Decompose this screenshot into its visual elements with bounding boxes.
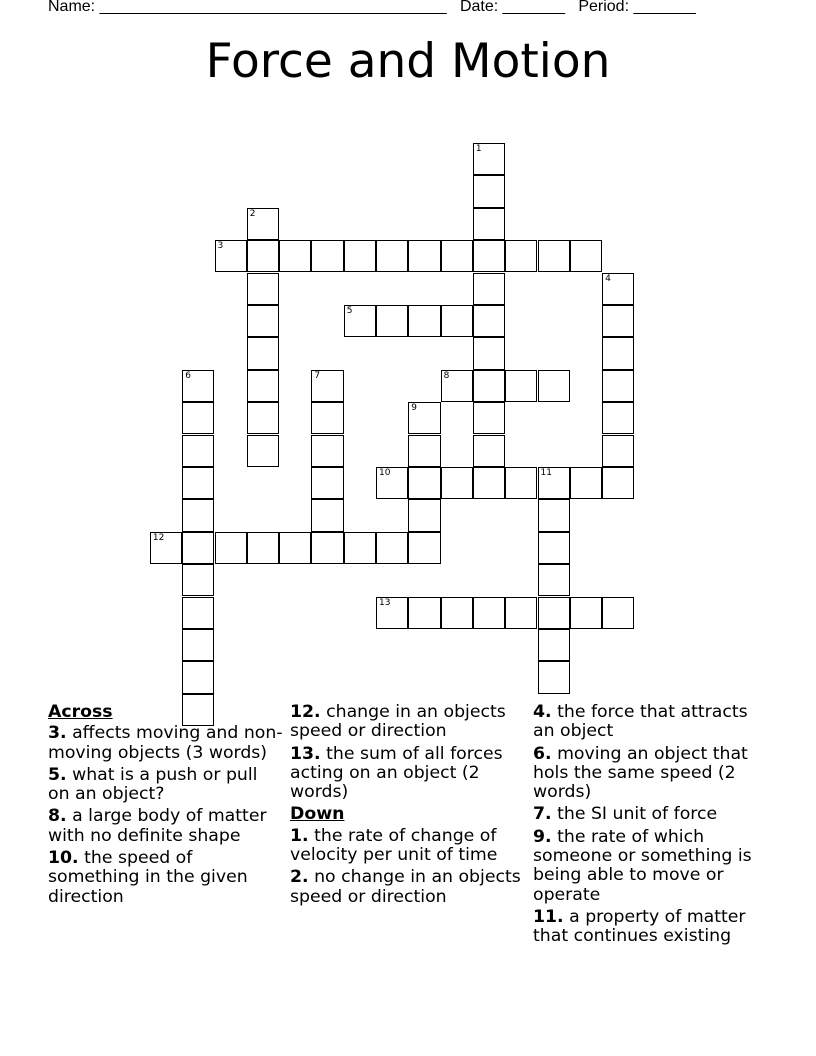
clue-number: 1. bbox=[290, 825, 309, 846]
grid-cell[interactable] bbox=[602, 467, 634, 499]
grid-cell[interactable] bbox=[538, 370, 570, 402]
grid-cell[interactable] bbox=[441, 597, 473, 629]
period-label: Period: bbox=[578, 0, 630, 15]
grid-cell[interactable] bbox=[570, 597, 602, 629]
clue-number: 3. bbox=[48, 723, 67, 744]
grid-cell[interactable] bbox=[311, 402, 343, 434]
grid-cell[interactable] bbox=[602, 435, 634, 467]
grid-cell[interactable] bbox=[311, 532, 343, 564]
grid-cell[interactable] bbox=[473, 208, 505, 240]
grid-cell[interactable] bbox=[247, 435, 279, 467]
grid-cell[interactable] bbox=[247, 402, 279, 434]
grid-cell[interactable] bbox=[182, 435, 214, 467]
grid-cell[interactable] bbox=[247, 208, 279, 240]
grid-cell[interactable] bbox=[247, 532, 279, 564]
grid-cell[interactable] bbox=[182, 661, 214, 693]
grid-cell[interactable] bbox=[182, 532, 214, 564]
grid-cell[interactable] bbox=[311, 435, 343, 467]
grid-cell[interactable] bbox=[538, 629, 570, 661]
clue-across-13 bbox=[290, 745, 530, 803]
clue-across-3 bbox=[48, 724, 283, 763]
grid-cell[interactable] bbox=[215, 240, 247, 272]
grid-cell[interactable] bbox=[441, 305, 473, 337]
grid-cell[interactable] bbox=[376, 240, 408, 272]
grid-cell[interactable] bbox=[182, 370, 214, 402]
cell-number: 1 bbox=[475, 143, 482, 154]
grid-cell[interactable] bbox=[311, 370, 343, 402]
clue-number: 5. bbox=[48, 764, 67, 785]
clue-text: a large body of matter with no definite shape bbox=[48, 806, 267, 846]
grid-cell[interactable] bbox=[376, 597, 408, 629]
grid-cell[interactable] bbox=[602, 597, 634, 629]
grid-cell[interactable] bbox=[247, 305, 279, 337]
clue-down-7 bbox=[533, 805, 773, 824]
grid-cell[interactable] bbox=[473, 435, 505, 467]
date-line[interactable]: _______ bbox=[502, 0, 565, 15]
cell-number: 7 bbox=[314, 370, 321, 381]
grid-cell[interactable] bbox=[473, 337, 505, 369]
cell-number: 5 bbox=[346, 305, 353, 316]
grid-cell[interactable] bbox=[408, 305, 440, 337]
clue-number: 10. bbox=[48, 848, 79, 869]
grid-cell[interactable] bbox=[473, 597, 505, 629]
clue-text: the SI unit of force bbox=[557, 804, 718, 825]
cell-number: 4 bbox=[605, 273, 611, 284]
grid-cell[interactable] bbox=[473, 370, 505, 402]
cell-number: 11 bbox=[540, 467, 552, 478]
clue-across-5 bbox=[48, 766, 283, 805]
clue-number: 8. bbox=[48, 806, 67, 827]
clue-across-10 bbox=[48, 849, 283, 907]
clue-down-9 bbox=[533, 828, 773, 905]
grid-cell[interactable] bbox=[408, 597, 440, 629]
grid-cell[interactable] bbox=[182, 467, 214, 499]
clue-number: 12. bbox=[290, 702, 321, 722]
cell-number: 6 bbox=[185, 370, 191, 381]
grid-cell[interactable] bbox=[441, 467, 473, 499]
grid-cell[interactable] bbox=[279, 532, 311, 564]
name-label: Name: bbox=[48, 0, 96, 15]
grid-cell[interactable] bbox=[408, 240, 440, 272]
clue-number: 2. bbox=[290, 867, 309, 888]
clue-text: no change in an objects speed or direction bbox=[290, 867, 521, 907]
grid-cell[interactable] bbox=[344, 532, 376, 564]
grid-cell[interactable] bbox=[247, 337, 279, 369]
grid-cell[interactable] bbox=[473, 402, 505, 434]
cell-number: 3 bbox=[217, 241, 224, 252]
grid-cell[interactable] bbox=[602, 370, 634, 402]
grid-cell[interactable] bbox=[408, 467, 440, 499]
clue-number: 7. bbox=[533, 804, 552, 825]
page-title: Force and Motion bbox=[205, 34, 611, 89]
grid-cell[interactable] bbox=[602, 337, 634, 369]
grid-cell[interactable] bbox=[408, 532, 440, 564]
grid-cell[interactable] bbox=[505, 240, 537, 272]
clue-number: 13. bbox=[290, 743, 321, 764]
clue-text: the sum of all forces acting on an object (2 words) bbox=[290, 743, 503, 803]
clue-number: 4. bbox=[533, 702, 552, 722]
grid-cell[interactable] bbox=[344, 305, 376, 337]
grid-cell[interactable] bbox=[408, 402, 440, 434]
clue-down-4 bbox=[533, 703, 773, 742]
clue-down-6 bbox=[533, 745, 773, 803]
name-line[interactable]: _______________________________________ bbox=[99, 0, 447, 15]
grid-cell[interactable] bbox=[538, 499, 570, 531]
cell-number: 10 bbox=[379, 467, 391, 478]
grid-cell[interactable] bbox=[376, 467, 408, 499]
grid-cell[interactable] bbox=[376, 532, 408, 564]
clues-column-1 bbox=[48, 703, 283, 910]
clues-column-3 bbox=[533, 703, 773, 950]
grid-cell[interactable] bbox=[247, 273, 279, 305]
grid-cell[interactable] bbox=[182, 499, 214, 531]
grid-cell[interactable] bbox=[538, 240, 570, 272]
grid-cell[interactable] bbox=[505, 467, 537, 499]
cell-number: 8 bbox=[443, 370, 450, 381]
grid-cell[interactable] bbox=[473, 467, 505, 499]
grid-cell[interactable] bbox=[182, 402, 214, 434]
grid-cell[interactable] bbox=[441, 370, 473, 402]
clue-number: 11. bbox=[533, 906, 564, 927]
grid-cell[interactable] bbox=[538, 467, 570, 499]
across-heading: Across bbox=[48, 702, 113, 722]
clue-text: a property of matter that continues existing bbox=[533, 906, 746, 947]
cell-number: 12 bbox=[152, 532, 165, 543]
grid-cell[interactable] bbox=[182, 597, 214, 629]
grid-cell[interactable] bbox=[473, 240, 505, 272]
grid-cell[interactable] bbox=[505, 597, 537, 629]
grid-cell[interactable] bbox=[344, 240, 376, 272]
grid-cell[interactable] bbox=[538, 564, 570, 596]
clue-number: 6. bbox=[533, 743, 552, 764]
clue-text: the force that attracts an object bbox=[533, 702, 748, 742]
date-label: Date: bbox=[459, 0, 499, 15]
grid-cell[interactable] bbox=[570, 240, 602, 272]
grid-cell[interactable] bbox=[311, 467, 343, 499]
grid-cell[interactable] bbox=[408, 499, 440, 531]
clue-text: the speed of something in the given direction bbox=[48, 848, 248, 907]
grid-cell[interactable] bbox=[247, 240, 279, 272]
grid-cell[interactable] bbox=[602, 305, 634, 337]
grid-cell[interactable] bbox=[311, 240, 343, 272]
cell-number: 13 bbox=[379, 597, 391, 608]
period-line[interactable]: _______ bbox=[633, 0, 696, 15]
clue-text: the rate of change of velocity per unit of time bbox=[290, 825, 498, 866]
grid-cell[interactable] bbox=[473, 175, 505, 207]
grid-cell[interactable] bbox=[473, 273, 505, 305]
clue-text: what is a push or pull on an object? bbox=[48, 764, 258, 805]
grid-cell[interactable] bbox=[279, 240, 311, 272]
grid-cell[interactable] bbox=[215, 532, 247, 564]
grid-cell[interactable] bbox=[505, 370, 537, 402]
grid-cell[interactable] bbox=[570, 467, 602, 499]
grid-cell[interactable] bbox=[538, 661, 570, 693]
clues-column-2 bbox=[290, 703, 530, 910]
clue-down-2 bbox=[290, 868, 530, 907]
grid-cell[interactable] bbox=[602, 402, 634, 434]
grid-cell[interactable] bbox=[473, 143, 505, 175]
grid-cell[interactable] bbox=[182, 564, 214, 596]
grid-cell[interactable] bbox=[408, 435, 440, 467]
clue-text: the rate of which someone or something is being able to move or operate bbox=[533, 826, 752, 905]
clue-number: 9. bbox=[533, 826, 552, 847]
clue-across-8 bbox=[48, 807, 283, 846]
cell-number: 9 bbox=[411, 403, 418, 414]
clue-down-1 bbox=[290, 827, 530, 866]
grid-cell[interactable] bbox=[150, 532, 182, 564]
grid-cell[interactable] bbox=[602, 273, 634, 305]
grid-cell[interactable] bbox=[376, 305, 408, 337]
grid-cell[interactable] bbox=[311, 499, 343, 531]
grid-cell[interactable] bbox=[247, 370, 279, 402]
clue-text: moving an object that hols the same speed (2 words) bbox=[533, 743, 748, 803]
grid-cell[interactable] bbox=[182, 629, 214, 661]
clue-text: affects moving and non-moving objects (3 words) bbox=[48, 723, 283, 763]
grid-cell[interactable] bbox=[441, 240, 473, 272]
clue-across-12 bbox=[290, 703, 530, 742]
down-heading: Down bbox=[290, 804, 345, 825]
clue-down-11 bbox=[533, 908, 773, 947]
grid-cell[interactable] bbox=[538, 532, 570, 564]
clue-text: change in an objects speed or direction bbox=[290, 702, 506, 742]
grid-cell[interactable] bbox=[473, 305, 505, 337]
cell-number: 2 bbox=[249, 208, 256, 219]
grid-cell[interactable] bbox=[538, 597, 570, 629]
